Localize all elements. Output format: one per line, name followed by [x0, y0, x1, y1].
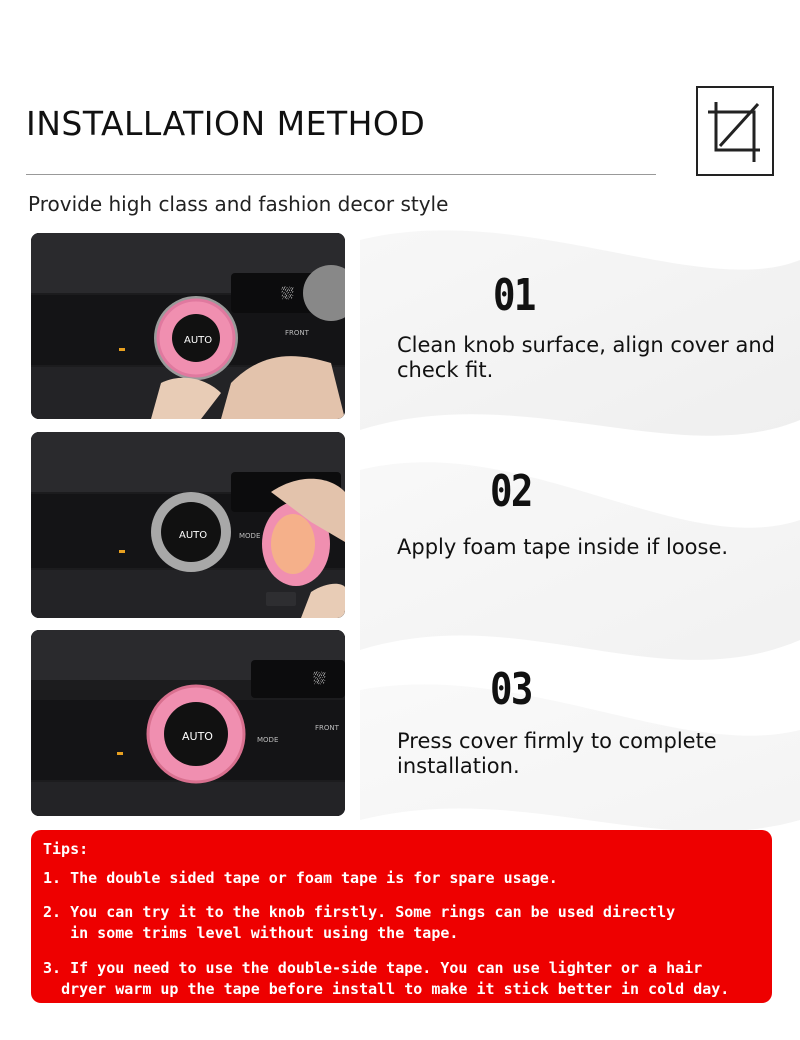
photo-label: FRONT [285, 329, 309, 337]
step-3-number: 03 [490, 664, 532, 715]
subtitle: Provide high class and fashion decor style [28, 192, 449, 216]
step-2-photo [31, 432, 345, 618]
step-3-text: Press cover firmly to complete installation. [397, 729, 717, 778]
step-1-number: 01 [493, 270, 535, 321]
svg-text:⛆: ⛆ [313, 669, 326, 688]
step-1-photo [31, 233, 345, 419]
photo-label: MODE [257, 736, 279, 744]
photo-label: MODE [239, 532, 261, 540]
step-1-text: Clean knob surface, align cover and check fit. [397, 333, 775, 382]
step-2-number: 02 [490, 466, 532, 517]
step-2-text: Apply foam tape inside if loose. [397, 535, 729, 559]
title-divider [26, 174, 656, 175]
page-title: INSTALLATION METHOD [26, 104, 426, 143]
tip-3: 3. If you need to use the double-side tape. You can use lighter or a hair dryer warm up the tape before install to make it stick better in cold day. [43, 959, 730, 998]
tip-2: 2. You can try it to the knob firstly. Some rings can be used directly in some trims level without using the tape. [43, 903, 676, 942]
tip-1: 1. The double sided tape or foam tape is for spare usage. [43, 869, 558, 887]
crop-icon [696, 86, 774, 176]
photo-label: AUTO [182, 730, 213, 743]
photo-label: AUTO [179, 530, 208, 541]
tips-title: Tips: [43, 840, 89, 858]
photo-label: AUTO [184, 335, 213, 346]
tips-panel [31, 830, 772, 1003]
svg-text:⛆: ⛆ [281, 284, 294, 303]
photo-label: FRONT [315, 724, 339, 732]
step-3-photo [31, 630, 345, 816]
